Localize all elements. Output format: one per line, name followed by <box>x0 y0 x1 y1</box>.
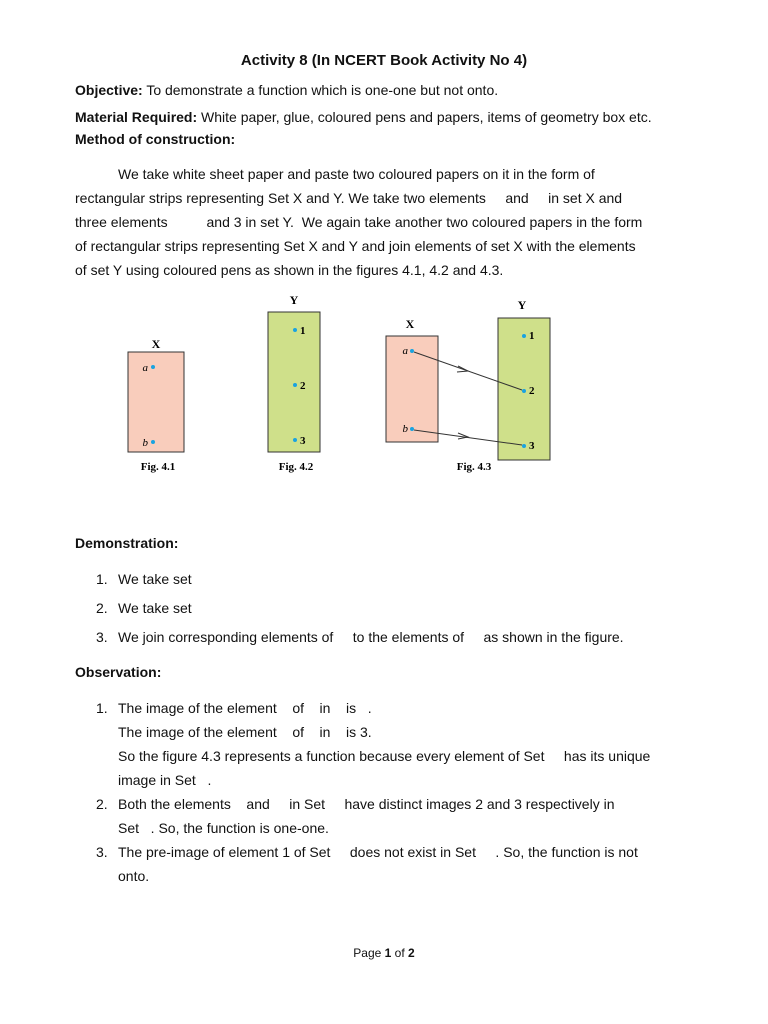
element-a-label: a <box>402 345 408 357</box>
paragraph-line: of set Y using coloured pens as shown in the figures 4.1, 4.2 and 4.3. <box>75 262 504 278</box>
set-x-label: X <box>151 337 161 351</box>
set-x-rectangle <box>128 352 184 452</box>
element-3-label: 3 <box>300 435 306 447</box>
element-b-label: b <box>402 423 408 435</box>
element-a-label: a <box>142 362 148 374</box>
set-y-label: Y <box>289 293 299 307</box>
page-title: Activity 8 (In NCERT Book Activity No 4) <box>240 52 528 69</box>
element-2-label: 2 <box>300 380 306 392</box>
element-2-dot <box>293 383 297 387</box>
set-y-label: Y <box>517 298 527 312</box>
element-1-label: 1 <box>300 325 306 337</box>
observation-heading: Observation: <box>75 664 162 680</box>
list-item: 2. We take set <box>96 600 192 616</box>
element-1-dot <box>522 334 526 338</box>
demonstration-heading: Demonstration: <box>75 535 179 551</box>
objective-text: To demonstrate a function which is one-one but not onto. <box>142 82 499 98</box>
paragraph-line: We take white sheet paper and paste two coloured papers on it in the form of <box>118 166 595 182</box>
element-2-label: 2 <box>529 385 535 397</box>
element-1-label: 1 <box>529 330 535 342</box>
figure-caption: Fig. 4.2 <box>278 461 314 473</box>
observation-list <box>96 696 650 888</box>
element-a-dot <box>410 349 414 353</box>
figure-caption: Fig. 4.3 <box>456 461 492 473</box>
element-b-dot <box>410 427 414 431</box>
fig-4-3 <box>386 298 550 473</box>
figure-caption: Fig. 4.1 <box>140 461 176 473</box>
paragraph-line: of rectangular strips representing Set X and Y and join elements of set X with the elements <box>75 238 636 254</box>
fig-4-2 <box>268 293 320 473</box>
page-number: Page 1 of 2 <box>353 946 415 960</box>
demonstration-list <box>96 567 624 649</box>
element-3-dot <box>293 438 297 442</box>
method-heading: Method of construction: <box>75 131 236 147</box>
set-x-label: X <box>405 317 415 331</box>
construction-paragraph <box>75 162 700 282</box>
list-item: 3. We join corresponding elements of to the elements of as shown in the figure. <box>96 629 624 645</box>
list-item: 1. We take set <box>96 571 192 587</box>
list-item: 1. The image of the element of in is . The image of the element of in is 3. So the figure 4.3 represents a function because every element of Set has its unique image in Set . <box>96 700 651 788</box>
material-line <box>75 108 652 126</box>
paragraph-line: rectangular strips representing Set X and Y. We take two elements and in set X and <box>75 190 623 206</box>
paragraph-line: three elements and 3 in set Y. We again take another two coloured papers in the form <box>75 214 643 230</box>
material-text: White paper, glue, coloured pens and papers, items of geometry box etc. <box>197 109 652 125</box>
element-2-dot <box>522 389 526 393</box>
material-label: Material Required: <box>75 109 198 125</box>
element-a-dot <box>151 365 155 369</box>
element-3-dot <box>522 444 526 448</box>
fig-4-1 <box>128 337 184 473</box>
figure-diagram <box>118 292 558 482</box>
element-3-label: 3 <box>529 440 535 452</box>
objective-line <box>75 81 498 99</box>
element-b-label: b <box>142 437 148 449</box>
element-b-dot <box>151 440 155 444</box>
set-y-rectangle <box>268 312 320 452</box>
element-1-dot <box>293 328 297 332</box>
list-item: 2. Both the elements and in Set have distinct images 2 and 3 respectively in Set . So, the function is one-one. <box>96 796 615 836</box>
objective-label: Objective: <box>75 82 143 98</box>
list-item: 3. The pre-image of element 1 of Set does not exist in Set . So, the function is not onto. <box>96 844 638 884</box>
